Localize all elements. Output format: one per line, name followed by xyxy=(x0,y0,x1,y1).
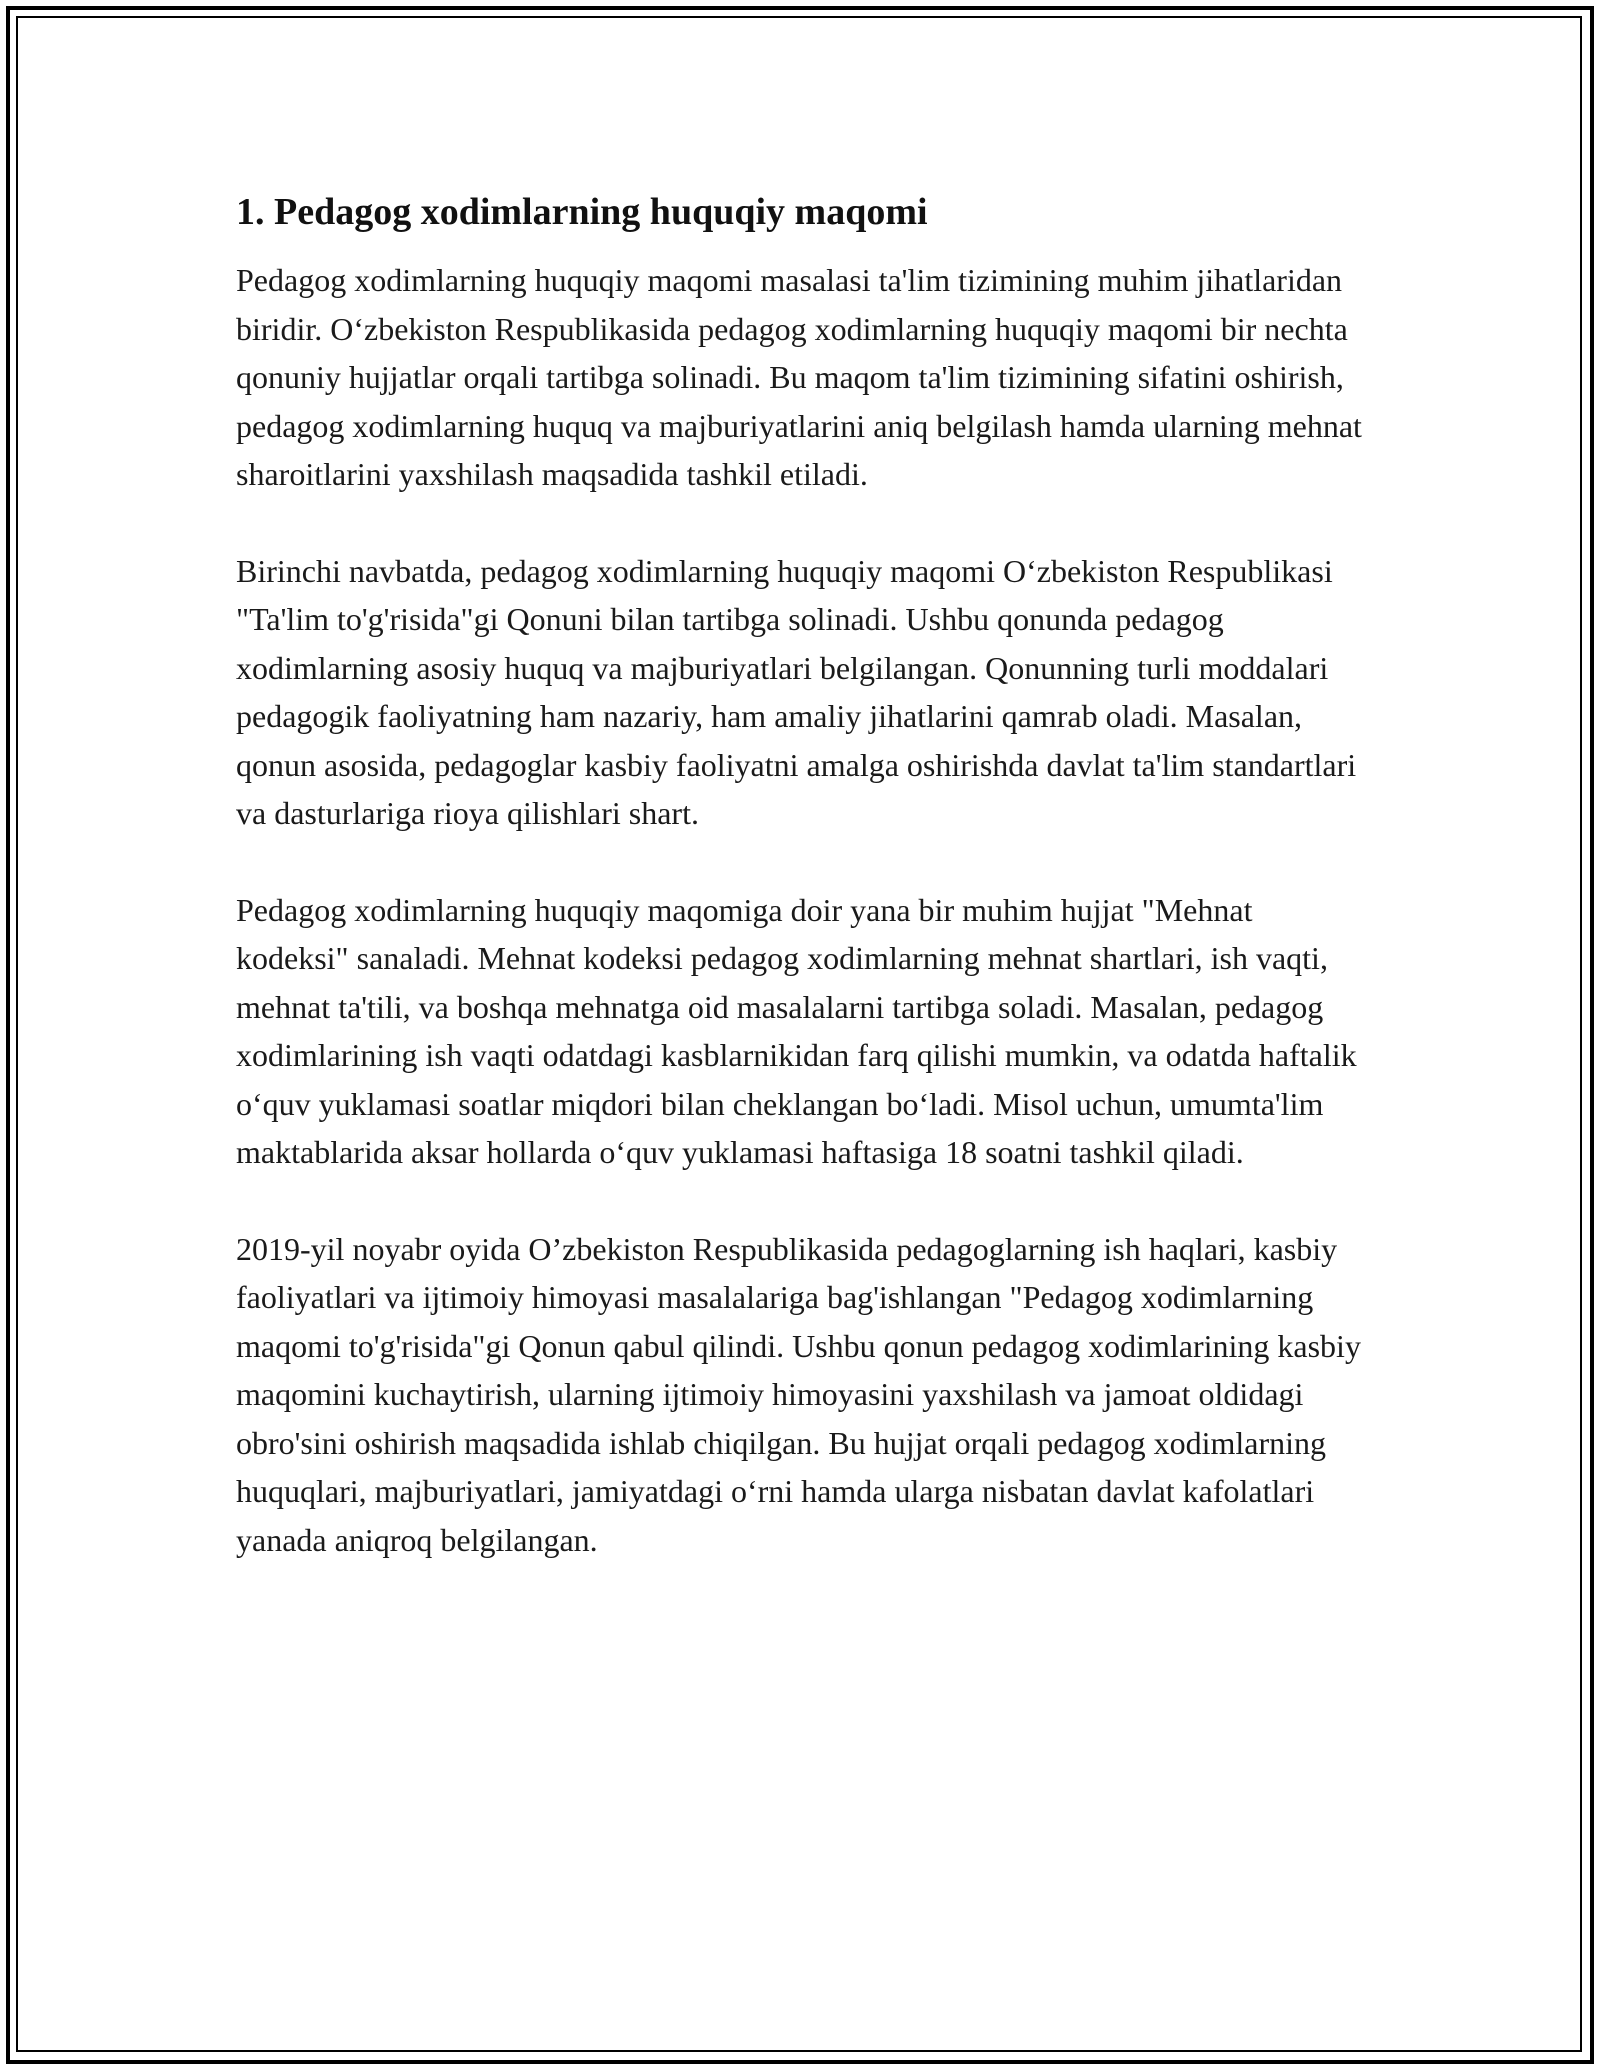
paragraph-education-law: Birinchi navbatda, pedagog xodimlarning huquqiy maqomi O‘zbekiston Respublikasi "Ta'lim to'g'risida"gi Qonuni bilan tartibga solinadi. Ushbu qonunda pedagog xodimlarning asosiy huquq va majburiyatlari belgilangan. Qonunning turli moddalari pedagogik faoliyatning ham nazariy, ham amaliy jihatlarini qamrab oladi. Masalan, qonun asosida, pedagoglar kasbiy faoliyatni amalga oshirishda davlat ta'lim standartlari va dasturlariga rioya qilishlari shart. xyxy=(236,552,1357,831)
paragraph-legal-status-intro: Pedagog xodimlarning huquqiy maqomi masalasi ta'lim tizimining muhim jihatlaridan biridir. O‘zbekiston Respublikasida pedagog xodimlarning huquqiy maqomi bir nechta qonuniy hujjatlar orqali tartibga solinadi. Bu maqom ta'lim tizimining sifatini oshirish, pedagog xodimlarning huquq va majburiyatlarini aniq belgilash hamda ularning mehnat sharoitlarini yaxshilash maqsadida tashkil etiladi. xyxy=(236,262,1362,492)
document-body xyxy=(236,186,1366,1564)
paragraph-labor-code: Pedagog xodimlarning huquqiy maqomiga doir yana bir muhim hujjat "Mehnat kodeksi" sanaladi. Mehnat kodeksi pedagog xodimlarning mehnat shartlari, ish vaqti, mehnat ta'tili, va boshqa mehnatga oid masalalarni tartibga soladi. Masalan, pedagog xodimlarining ish vaqti odatdagi kasblarnikidan farq qilishi mumkin, va odatda haftalik o‘quv yuklamasi soatlar miqdori bilan cheklangan bo‘ladi. Misol uchun, umumta'lim maktablarida aksar hollarda o‘quv yuklamasi haftasiga 18 soatni tashkil qiladi. xyxy=(236,891,1357,1170)
section-heading: 1. Pedagog xodimlarning huquqiy maqomi xyxy=(236,191,928,233)
paragraph-teacher-status-law: 2019-yil noyabr oyida O’zbekiston Respublikasida pedagoglarning ish haqlari, kasbiy faoliyatlari va ijtimoiy himoyasi masalalariga bag'ishlangan "Pedagog xodimlarning maqomi to'g'risida"gi Qonun qabul qilindi. Ushbu qonun pedagog xodimlarining kasbiy maqomini kuchaytirish, ularning ijtimoiy himoyasini yaxshilash va jamoat oldidagi obro'sini oshirish maqsadida ishlab chiqilgan. Bu hujjat orqali pedagog xodimlarning huquqlari, majburiyatlari, jamiyatdagi o‘rni hamda ularga nisbatan davlat kafolatlari yanada aniqroq belgilangan. xyxy=(236,1230,1361,1558)
